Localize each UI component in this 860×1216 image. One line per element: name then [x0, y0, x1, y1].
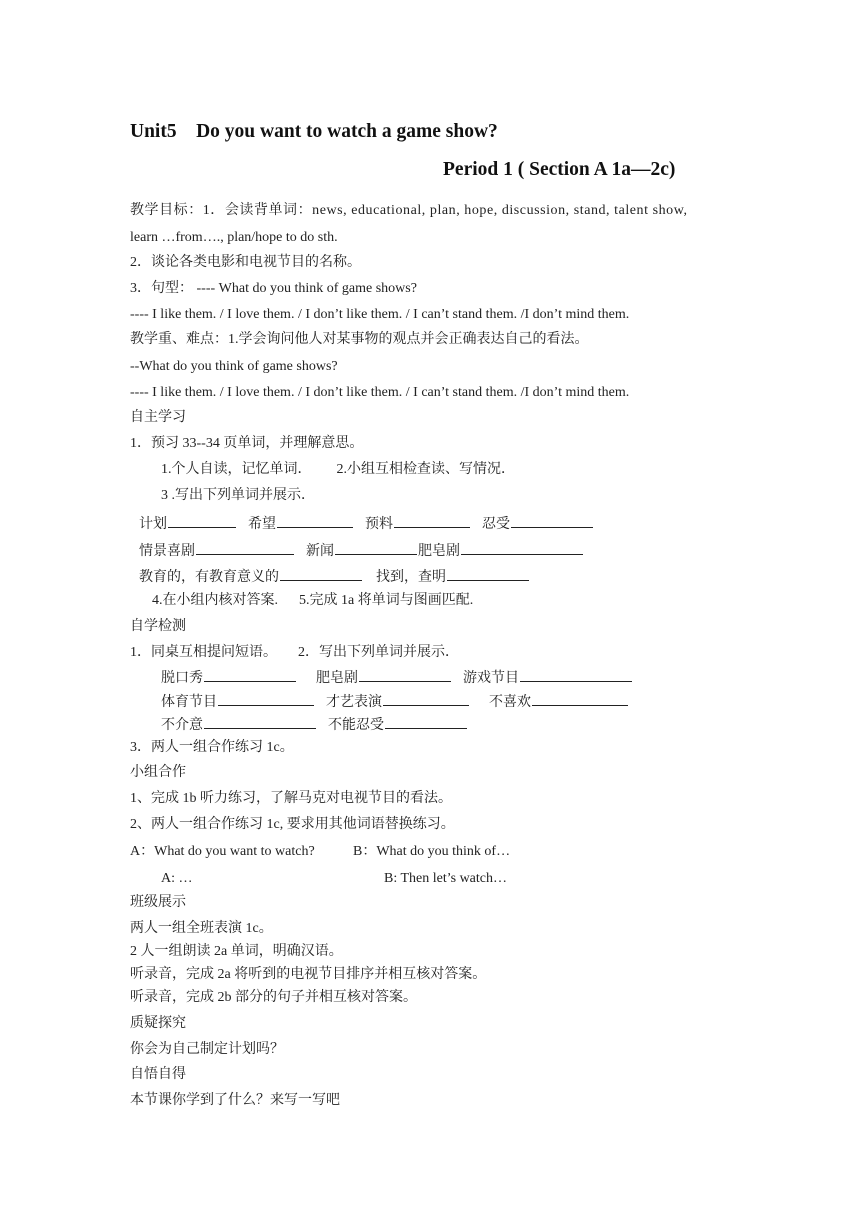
- answer-blank[interactable]: [277, 513, 353, 528]
- self-study-sub-row: [161, 461, 515, 479]
- reflection-heading: 自悟自得: [130, 1067, 186, 1082]
- document-subtitle: Period 1 ( Section A 1a—2c): [443, 159, 676, 180]
- check-dislike-label: 不喜欢: [489, 695, 531, 710]
- class-show-line4: 听录音，完成 2b 部分的句子并相互核对答案。: [130, 990, 417, 1005]
- objectives-item2: 2．谈论各类电影和电视节目的名称。: [130, 255, 361, 270]
- answer-blank[interactable]: [520, 667, 632, 682]
- answer-blank[interactable]: [385, 714, 467, 729]
- check-sports-show-label: 体育节目: [161, 695, 217, 710]
- class-show-heading: 班级展示: [130, 895, 186, 910]
- answer-blank[interactable]: [168, 513, 236, 528]
- vocab-row-3: [139, 566, 530, 587]
- self-check-item1: 1．同桌互相提问短语。: [130, 645, 277, 660]
- vocab-sitcom-label: 情景喜剧: [139, 544, 195, 559]
- check-talk-show-label: 脱口秀: [161, 671, 203, 686]
- self-study-sub2: 2.小组互相检查读、写情况．: [336, 462, 515, 477]
- class-show-line3: 听录音，完成 2a 将听到的电视节目排序并相互核对答案。: [130, 967, 487, 982]
- class-show-line2: 2 人一组朗读 2a 单词，明确汉语。: [130, 944, 343, 959]
- check-not-mind-label: 不介意: [161, 718, 203, 733]
- self-study-sub4: 4.在小组内核对答案.: [152, 593, 278, 608]
- key-points-responses: ---- I like them. / I love them. / I don’t like them. / I can’t stand them. /I don’t mind them.: [130, 385, 630, 400]
- answer-blank[interactable]: [461, 540, 583, 555]
- vocab-plan-label: 计划: [139, 517, 167, 532]
- answer-blank[interactable]: [280, 566, 362, 581]
- check-row-2: [161, 691, 629, 712]
- vocab-expect-label: 预料: [365, 517, 393, 532]
- answer-blank[interactable]: [359, 667, 451, 682]
- self-study-heading: 自主学习: [130, 410, 186, 425]
- objectives-responses: ---- I like them. / I love them. / I don’t like them. / I can’t stand them. /I don’t mind them.: [130, 307, 630, 322]
- check-row-3: [161, 714, 468, 735]
- vocab-find-out-label: 找到，查明: [376, 570, 446, 585]
- answer-blank[interactable]: [204, 714, 316, 729]
- group-work-item2: 2、两人一组合作练习 1c, 要求用其他词语替换练习。: [130, 817, 455, 832]
- group-work-heading: 小组合作: [130, 765, 186, 780]
- self-check-items: [130, 644, 459, 662]
- check-soap-opera-label: 肥皂剧: [316, 671, 358, 686]
- answer-blank[interactable]: [532, 691, 628, 706]
- self-check-item2: 2．写出下列单词并展示．: [298, 645, 459, 660]
- self-study-item1: 1．预习 33--34 页单词，并理解意思。: [130, 436, 364, 451]
- vocab-row-2: [139, 540, 584, 561]
- answer-blank[interactable]: [218, 691, 314, 706]
- self-check-item3: 3．两人一组合作练习 1c。: [130, 740, 294, 755]
- check-row-1: [161, 667, 633, 688]
- check-game-show-label: 游戏节目: [463, 671, 519, 686]
- check-talent-show-label: 才艺表演: [326, 695, 382, 710]
- vocab-educational-label: 教育的，有教育意义的: [139, 570, 279, 585]
- objectives-item3: 3．句型： ---- What do you think of game shows?: [130, 281, 417, 296]
- self-check-heading: 自学检测: [130, 619, 186, 634]
- answer-blank[interactable]: [204, 667, 296, 682]
- dialog-a2: A: …: [161, 871, 193, 886]
- answer-blank[interactable]: [196, 540, 294, 555]
- class-show-line1: 两人一组全班表演 1c。: [130, 921, 273, 936]
- key-points-question: --What do you think of game shows?: [130, 359, 338, 374]
- answer-blank[interactable]: [447, 566, 529, 581]
- inquiry-line1: 你会为自己制定计划吗？: [130, 1042, 284, 1057]
- key-points-line1: 教学重、难点：1.学会询问他人对某事物的观点并会正确表达自己的看法。: [130, 332, 589, 347]
- answer-blank[interactable]: [335, 540, 417, 555]
- dialog-b1: B：What do you think of…: [353, 844, 511, 859]
- vocab-news-label: 新闻: [306, 544, 334, 559]
- reflection-line1: 本节课你学到了什么？来写一写吧: [130, 1093, 340, 1108]
- self-study-sub1: 1.个人自读，记忆单词．: [161, 462, 312, 477]
- objectives-line2: learn …from…., plan/hope to do sth.: [130, 230, 338, 245]
- objectives-line1: 教学目标：1．会读背单词：news, educational, plan, hope, discussion, stand, talent show,: [130, 203, 688, 218]
- self-study-sub5: 5.完成 1a 将单词与图画匹配.: [299, 593, 474, 608]
- vocab-stand-label: 忍受: [482, 517, 510, 532]
- answer-blank[interactable]: [383, 691, 469, 706]
- vocab-soap-opera-label: 肥皂剧: [418, 544, 460, 559]
- answer-blank[interactable]: [511, 513, 593, 528]
- vocab-hope-label: 希望: [248, 517, 276, 532]
- dialog-a1: A：What do you want to watch?: [130, 844, 315, 859]
- answer-blank[interactable]: [394, 513, 470, 528]
- self-study-sub-row-2: [152, 592, 473, 610]
- check-cant-stand-label: 不能忍受: [328, 718, 384, 733]
- document-title: Unit5 Do you want to watch a game show?: [130, 121, 498, 142]
- dialog-b2: B: Then let’s watch…: [384, 871, 507, 886]
- inquiry-heading: 质疑探究: [130, 1016, 186, 1031]
- vocab-row-1: [139, 513, 594, 534]
- self-study-sub3: 3 .写出下列单词并展示．: [161, 488, 315, 503]
- group-work-item1: 1、完成 1b 听力练习，了解马克对电视节目的看法。: [130, 791, 452, 806]
